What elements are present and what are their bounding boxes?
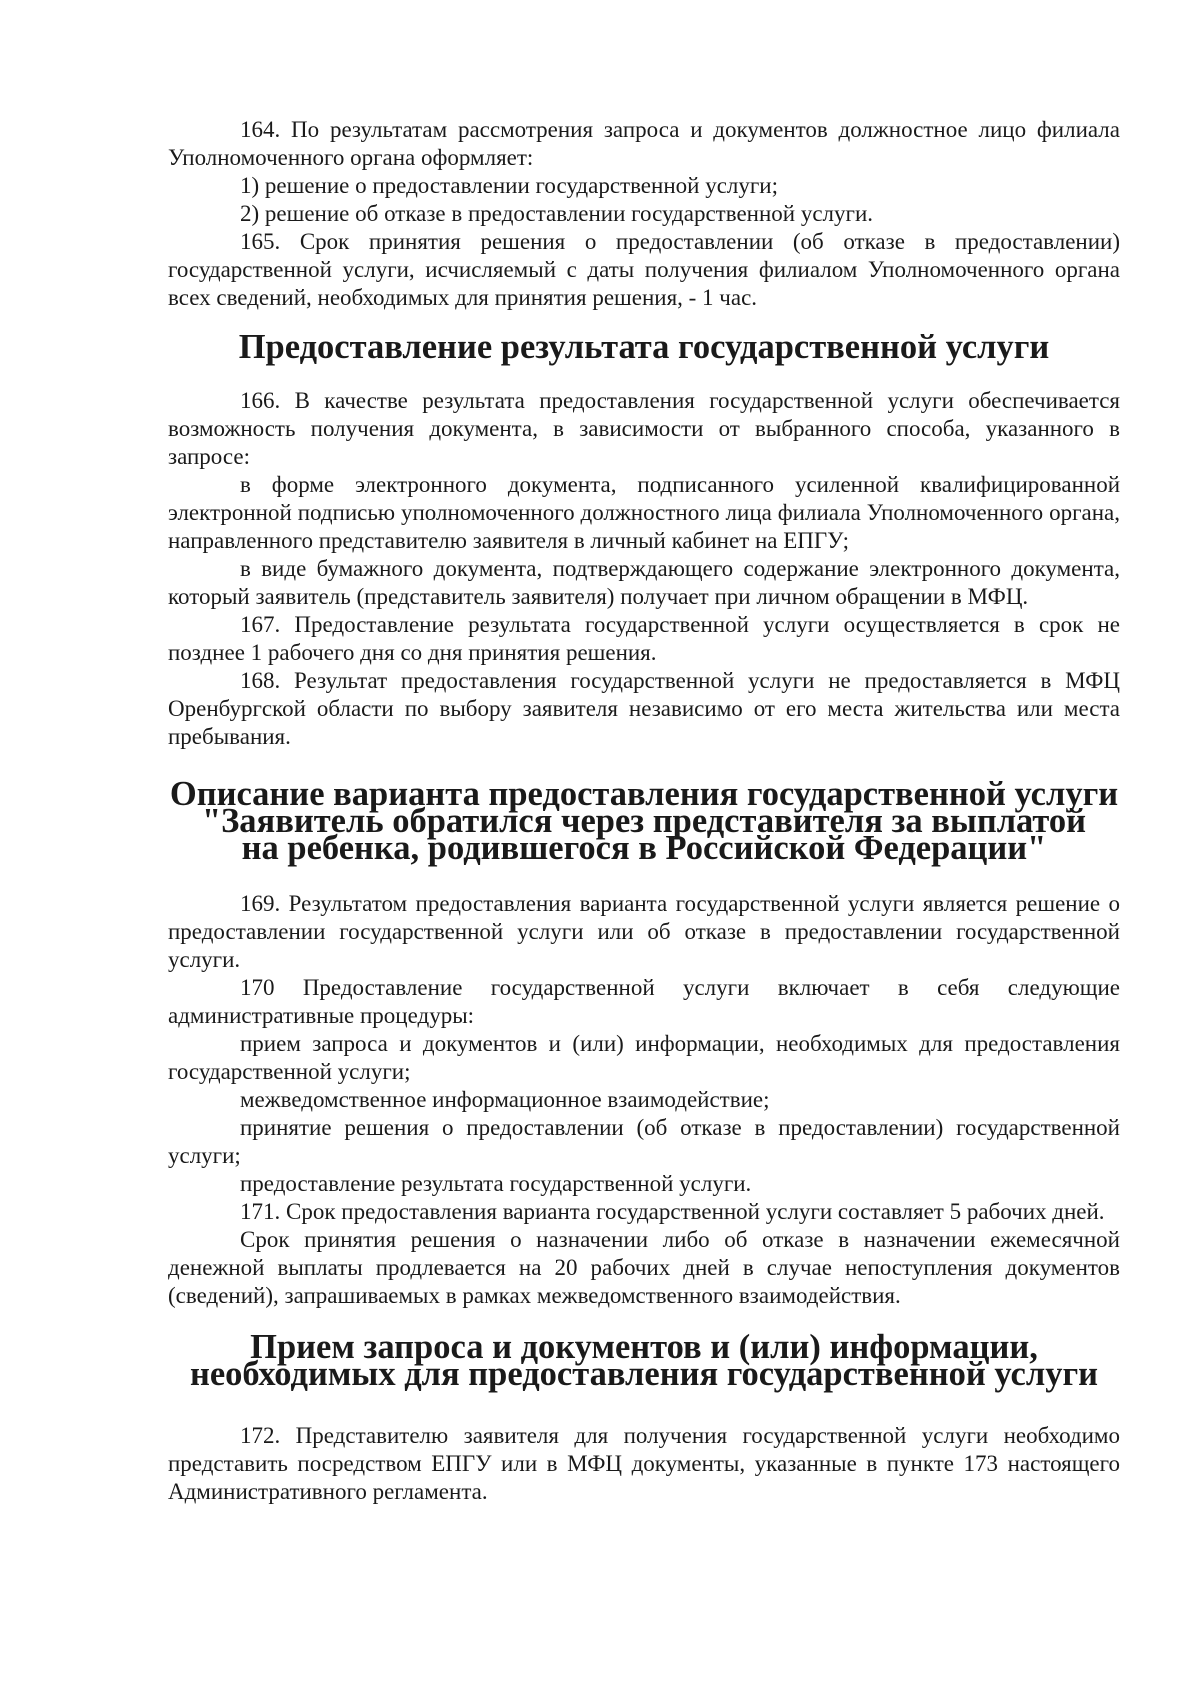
section-heading-result: Предоставление результата государственной услуги	[238, 328, 1050, 366]
paragraph-paper-document: в виде бумажного документа, подтверждающего содержание электронного документа, который заявитель (представитель заявителя) получает при личном обращении в МФЦ.	[168, 556, 1120, 609]
list-item-decision-refusal: 2) решение об отказе в предоставлении государственной услуги.	[240, 201, 874, 226]
paragraph-166: 166. В качестве результата предоставления государственной услуги обеспечивается возможность получения документа, в зависимости от выбранного способа, указанного в запросе:	[168, 388, 1120, 469]
procedure-result: предоставление результата государственной услуги.	[240, 1171, 752, 1196]
paragraph-172: 172. Представителю заявителя для получения государственной услуги необходимо представить посредством ЕПГУ или в МФЦ документы, указанные в пункте 173 настоящего Административного регламента.	[168, 1423, 1120, 1504]
section-heading-reception	[168, 1328, 1120, 1393]
procedure-reception: прием запроса и документов и (или) информации, необходимых для предоставления государственной услуги;	[168, 1031, 1120, 1084]
heading-line: Описание варианта предоставления государственной услуги	[169, 775, 1119, 813]
paragraph-171: 171. Срок предоставления варианта государственной услуги составляет 5 рабочих дней.	[240, 1199, 1105, 1224]
paragraph-164: 164. По результатам рассмотрения запроса и документов должностное лицо филиала Уполномоченного органа оформляет:	[168, 117, 1120, 170]
list-item-decision-grant: 1) решение о предоставлении государственной услуги;	[240, 173, 779, 198]
paragraph-168: 168. Результат предоставления государственной услуги не предоставляется в МФЦ Оренбургской области по выбору заявителя независимо от его места жительства или места пребывания.	[168, 668, 1120, 749]
paragraph-165: 165. Срок принятия решения о предоставлении (об отказе в предоставлении) государственной услуги, исчисляемый с даты получения филиалом Уполномоченного органа всех сведений, необходимых для принятия решения, - 1 час.	[168, 229, 1120, 310]
paragraph-electronic-document: в форме электронного документа, подписанного усиленной квалифицированной электронной подписью уполномоченного должностного лица филиала Уполномоченного органа, направленного представителю заявителя в личный кабинет на ЕПГУ;	[168, 472, 1120, 553]
paragraph-169: 169. Результатом предоставления варианта государственной услуги является решение о предоставлении государственной услуги или об отказе в предоставлении государственной услуги.	[168, 891, 1120, 972]
heading-line: на ребенка, родившегося в Российской Федерации"	[241, 829, 1047, 867]
document-page	[168, 116, 1120, 1506]
paragraph-167: 167. Предоставление результата государственной услуги осуществляется в срок не позднее 1 рабочего дня со дня принятия решения.	[168, 612, 1120, 665]
procedure-decision: принятие решения о предоставлении (об отказе в предоставлении) государственной услуги;	[168, 1115, 1120, 1168]
procedure-interagency: межведомственное информационное взаимодействие;	[240, 1087, 770, 1112]
paragraph-170: 170 Предоставление государственной услуги включает в себя следующие административные процедуры:	[168, 975, 1120, 1028]
paragraph-extension: Срок принятия решения о назначении либо об отказе в назначении ежемесячной денежной выплаты продлевается на 20 рабочих дней в случае непоступления документов (сведений), запрашиваемых в рамках межведомственного взаимодействия.	[168, 1227, 1120, 1308]
heading-line: необходимых для предоставления государственной услуги	[189, 1355, 1098, 1393]
heading-line: Прием запроса и документов и (или) информации,	[250, 1328, 1038, 1366]
heading-line: "Заявитель обратился через представителя за выплатой	[201, 802, 1087, 840]
section-heading-variant	[168, 775, 1120, 867]
